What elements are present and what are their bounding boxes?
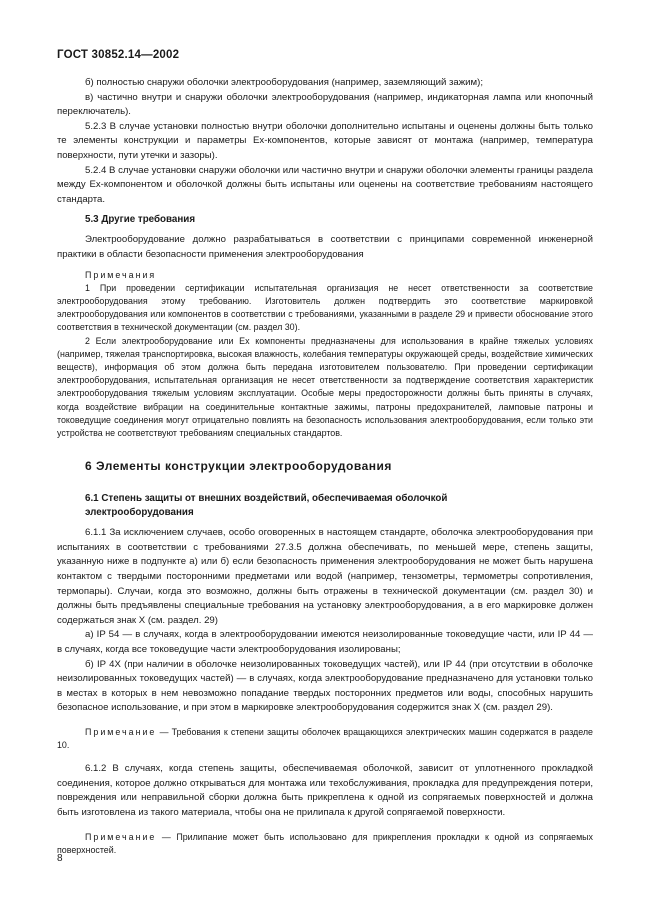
paragraph-5-2-3: 5.2.3 В случае установки полностью внутри оболочки дополнительно испытаны и оценены должны быть только те элементы конструкции и параметры Ex-компонентов, которые зависят от монтажа (например, температура поверхности, пути утечки и зазоры).: [57, 120, 593, 161]
note-4-text: — Прилипание может быть использовано для прикрепления прокладки к одной из сопрягаемых поверхностей.: [57, 831, 593, 855]
heading-5-3: 5.3 Другие требования: [85, 214, 196, 226]
page-number: 8: [57, 853, 63, 864]
heading-6-1-line2: электрооборудования: [85, 507, 194, 519]
paragraph-v: в) частично внутри и снаружи оболочки электрооборудования (например, индикаторная лампа или кнопочный переключатель).: [57, 91, 593, 118]
document-header: ГОСТ 30852.14—2002: [57, 49, 180, 61]
heading-6-1-line1: 6.1 Степень защиты от внешних воздействий, обеспечиваемая оболочкой: [85, 493, 448, 505]
notes-block: [57, 269, 593, 441]
notes-label: Примечания: [85, 269, 157, 280]
paragraph-5-2-4: 5.2.4 В случае установки снаружи оболочки или частично внутри и снаружи оболочки элементы границы раздела между Ex-компонентом и оболочкой должны быть испытаны или оценены на соответствие требованиям настоящего стандарта.: [57, 164, 593, 205]
heading-section-6: 6 Элементы конструкции электрооборудования: [85, 459, 392, 474]
paragraph-6-1-1: 6.1.1 За исключением случаев, особо оговоренных в настоящем стандарте, оболочка электрооборудования при испытаниях в соответствии с требованиями 27.3.5 должна обеспечивать, по меньшей мере, степень защиты, указанную ниже в подпункте а) или б) если безопасность применения электрооборудования не может быть нарушена контактом с твердыми посторонними предметами или водой (например, тензометры, термометры сопротивления, термопары). Случаи, когда это возможно, должны быть отражены в технической документации (см. раздел 30) и должны быть предъявлены специальные требования на установку электрооборудования, а в его маркировке должен содержаться знак X (см. раздел. 29): [57, 527, 593, 626]
note-2: 2 Если электрооборудование или Ex компоненты предназначены для использования в крайне тяжелых условиях (например, тяжелая транспортировка, высокая влажность, колебания температуры окружающей среды, воздействие химических веществ), информация об этом должна быть передана изготовителем пользователю. При проведении сертификации электрооборудования, испытательная организация не несет ответственности за подтверждение соответствия характеристик электрооборудования тяжелым условиям эксплуатации. Особые меры предосторожности должны быть приняты в случаях, когда воздействие вибрации на соединительные контактные зажимы, патроны предохранителей, ламповые патроны и токоведущие соединения могут отрицательно повлиять на безопасность использования электрооборудования, если только эти устройства не соответствуют требованиям специальных стандартов.: [57, 335, 593, 438]
paragraph-6-1-2: 6.1.2 В случаях, когда степень защиты, обеспечиваемая оболочкой, зависит от уплотненного прокладкой соединения, которое должно открываться для монтажа или техобслуживания, прокладка для предупреждения потери, повреждения или неправильной сборки должна быть прикреплена к одной из сопрягаемых поверхностей и должна быть изготовлена из такого материала, чтобы она не прилипала к другой сопрягаемой поверхности.: [57, 763, 593, 819]
paragraph-a: а) IP 54 — в случаях, когда в электрооборудовании имеются неизолированные токоведущие части, или IP 44 — в случаях, когда все токоведущие части электрооборудования изолированы;: [57, 629, 593, 655]
paragraph-5-3: Электрооборудование должно разрабатываться в соответствии с принципами современной инженерной практики в области безопасности применения электрооборудования: [57, 234, 593, 260]
note-4-label: Примечание: [85, 831, 157, 842]
paragraph-b: б) полностью снаружи оболочки электрооборудования (например, заземляющий зажим);: [85, 77, 483, 88]
note-1: 1 При проведении сертификации испытательная организация не несет ответственности за соответствие электрооборудования этому требованию. Изготовитель должен подтвердить это соответствие маркировкой электрооборудования или компонентов в соответствии с требованиями, указанными в разделе 29 и привести обоснование этого соответствия в технической документации (см. раздел 30).: [57, 282, 593, 333]
note-3-block: [57, 726, 593, 752]
document-body: [57, 76, 593, 857]
note-3-label: Примечание: [85, 726, 157, 737]
paragraph-b-ip: б) IP 4X (при наличии в оболочке неизолированных токоведущих частей), или IP 44 (при отсутствии в оболочке неизолированных токоведущих частей) — в случаях, когда электрооборудование предназначено для установки только в местах в которых в нем невозможно попадание твердых посторонних предметов или воды, способных нарушить безопасное использование, и при этом в маркировке электрооборудования содержится знак X (см. раздел 29).: [57, 658, 593, 714]
note-4-block: [57, 831, 593, 857]
note-3-text: — Требования к степени защиты оболочек вращающихся электрических машин содержатся в разделе 10.: [57, 726, 593, 751]
